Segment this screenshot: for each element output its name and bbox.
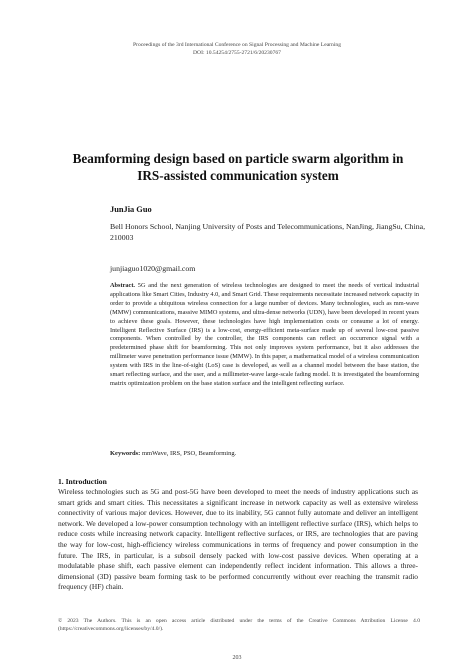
introduction-paragraph: Wireless technologies such as 5G and post-5G have been developed to meet the needs of industry applications such as smart grids and smart cities. This necessitates a significant increase in network capacity as well as extensive wireless connectivity of various major devices. However, due to its inability, 5G cannot fully automate and deliver an intelligent network. We developed a low-power consumption technology with an intelligent reflective surface (IRS), which helps to reduce costs while increasing network capacity. Intelligent reflective surfaces, or IRS, are technologies that are paving the way for low-cost, high-efficiency wireless communications in terms of frequency and power consumption in the future. The IRS, in particular, is a subsoil densely packed with low-cost passive devices. When operating at a modulatable phase shift, each passive element can independently reflect incident information. This allows a three-dimensional (3D) passive beam forming task to be performed concurrently without ever reaching the transmit radio frequency (HF) chain. bbox=[58, 487, 418, 592]
page-number: 203 bbox=[232, 655, 242, 661]
author-affiliation: Bell Honors School, Nanjing University of Posts and Telecommunications, NanJing, JiangSu, China, 210003 bbox=[110, 222, 426, 242]
doi: DOI: 10.54254/2755-2721/6/20230767 bbox=[193, 49, 281, 56]
keywords-text: mmWave, IRS, PSO, Beamforming. bbox=[141, 450, 237, 457]
paper-title: Beamforming design based on particle swarm algorithm in IRS-assisted communication system bbox=[72, 151, 404, 183]
abstract-label: Abstract. bbox=[110, 282, 136, 289]
abstract-text: 5G and the next generation of wireless technologies are designed to meet the needs of vertical industrial applications like Smart Cities, Industry 4.0, and Smart Grid. These requirements necessitate increased network capacity in order to provide a ubiquitous wireless connection for a large number of devices. Many technologies, such as mm-wave (MMW) communications, massive MIMO systems, and ultra-dense networks (UDN), have been developed in recent years to achieve these goals. However, these technologies have high implementation costs or consume a lot of energy. Intelligent Reflective Surface (IRS) is a low-cost, energy-efficient meta-surface made up of several low-cost passive components. When controlled by the controller, the IRS components can reflect an occurrence signal with a predetermined phase shift for beamforming. This not only improves system performance, but it also addresses the millimeter wave penetration performance issue (MMW). In this paper, a mathematical model of a wireless communication system with IRS in the line-of-sight (LoS) case is developed, as well as a channel model between the base station, the smart reflecting surface, and the user, and a millimeter-wave large-scale fading model. It is investigated the beamforming matrix optimization problem on the base station surface and the intelligent reflecting surface. bbox=[110, 282, 419, 387]
abstract bbox=[110, 282, 419, 389]
conference-name: Proceedings of the 3rd International Conference on Signal Processing and Machine Learning bbox=[133, 42, 341, 48]
proceedings-header bbox=[60, 42, 414, 57]
author-name: JunJia Guo bbox=[110, 205, 152, 214]
author-email[interactable]: junjiaguo1020@gmail.com bbox=[110, 264, 196, 273]
keywords-label: Keywords: bbox=[110, 450, 141, 457]
section-heading-introduction: 1. Introduction bbox=[58, 477, 107, 486]
keywords bbox=[110, 450, 236, 457]
license-footer: © 2023 The Authors. This is an open access article distributed under the terms of the Creative Commons Attribution License 4.0 (https://creativecommons.org/licenses/by/4.0/). bbox=[58, 618, 420, 632]
